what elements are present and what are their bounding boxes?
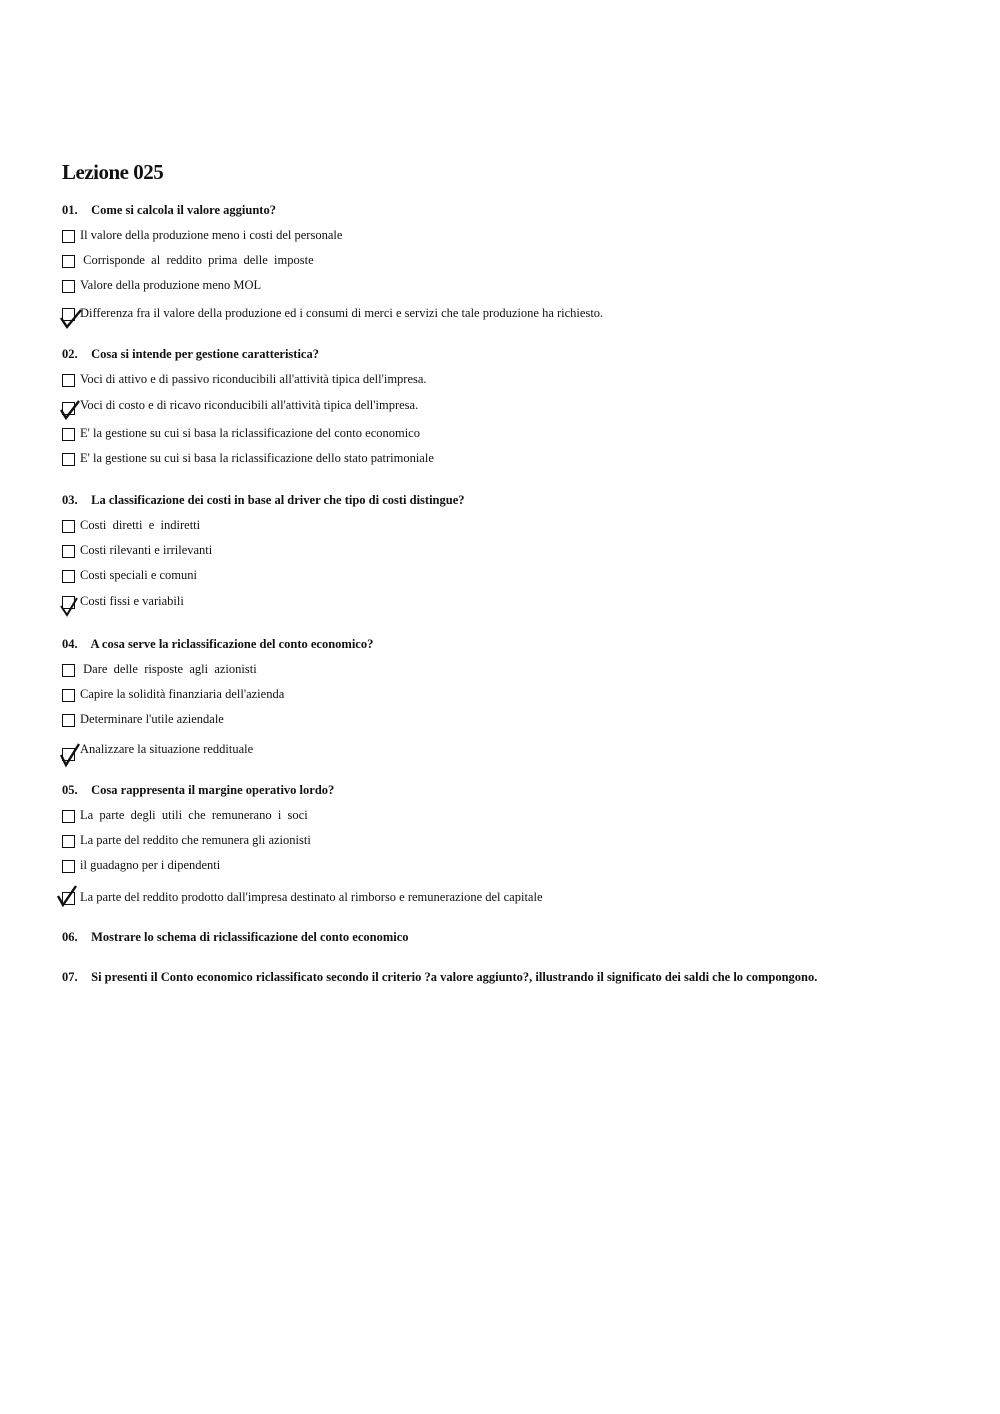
checkbox-checked[interactable]: [62, 308, 75, 321]
answer-text: Costi fissi e variabili: [80, 594, 184, 608]
answer-text: Corrisponde al reddito prima delle imposte: [80, 253, 314, 267]
answer-text: Costi diretti e indiretti: [80, 518, 201, 532]
answer-text: Costi speciali e comuni: [80, 568, 197, 582]
answer-text: Analizzare la situazione reddituale: [80, 742, 254, 756]
checkbox[interactable]: [62, 835, 75, 848]
answer-text: Voci di costo e di ricavo riconducibili all'attività tipica dell'impresa.: [80, 398, 419, 412]
checkbox-checked[interactable]: [62, 402, 75, 415]
answer-text: La parte degli utili che remunerano i soci: [80, 808, 308, 822]
question-number: 06.: [62, 930, 78, 944]
question-05: [62, 783, 334, 798]
question-text: Si presenti il Conto economico riclassificato secondo il criterio ?a valore aggiunto?, illustrando il significato dei saldi che lo compongono.: [91, 970, 818, 984]
answer-text: Valore della produzione meno MOL: [80, 278, 262, 292]
question-text: Come si calcola il valore aggiunto?: [91, 203, 276, 217]
checkbox[interactable]: [62, 714, 75, 727]
question-07: [62, 970, 817, 985]
checkbox-checked[interactable]: [62, 892, 75, 905]
checkbox[interactable]: [62, 374, 75, 387]
question-text: Cosa si intende per gestione caratteristica?: [91, 347, 319, 361]
answer-text: Costi rilevanti e irrilevanti: [80, 543, 213, 557]
checkbox[interactable]: [62, 860, 75, 873]
answer-text: Il valore della produzione meno i costi del personale: [80, 228, 343, 242]
question-text: Mostrare lo schema di riclassificazione del conto economico: [91, 930, 409, 944]
answer-text: La parte del reddito prodotto dall'impresa destinato al rimborso e remunerazione del capitale: [80, 890, 543, 904]
question-number: 07.: [62, 970, 78, 984]
checkbox[interactable]: [62, 520, 75, 533]
question-text: La classificazione dei costi in base al driver che tipo di costi distingue?: [91, 493, 465, 507]
checkbox[interactable]: [62, 545, 75, 558]
question-text: A cosa serve la riclassificazione del conto economico?: [90, 637, 374, 651]
question-number: 05.: [62, 783, 78, 797]
checkbox[interactable]: [62, 280, 75, 293]
answer-text: E' la gestione su cui si basa la riclassificazione dello stato patrimoniale: [80, 451, 434, 465]
checkbox[interactable]: [62, 689, 75, 702]
answer-text: Determinare l'utile aziendale: [80, 712, 224, 726]
checkbox-checked[interactable]: [62, 596, 75, 609]
question-06: [62, 930, 409, 945]
question-01: [62, 203, 276, 218]
checkbox[interactable]: [62, 810, 75, 823]
answer-text: La parte del reddito che remunera gli azionisti: [80, 833, 311, 847]
checkbox[interactable]: [62, 230, 75, 243]
page-title: Lezione 025: [62, 160, 164, 184]
question-number: 04.: [62, 637, 78, 651]
checkbox[interactable]: [62, 664, 75, 677]
answer-text: il guadagno per i dipendenti: [80, 858, 221, 872]
question-02: [62, 347, 319, 362]
question-number: 02.: [62, 347, 78, 361]
answer-text: Differenza fra il valore della produzione ed i consumi di merci e servizi che tale produzione ha richiesto.: [80, 306, 604, 320]
checkbox[interactable]: [62, 570, 75, 583]
question-text: Cosa rappresenta il margine operativo lordo?: [91, 783, 335, 797]
checkbox[interactable]: [62, 255, 75, 268]
question-04: [62, 637, 373, 652]
question-number: 03.: [62, 493, 78, 507]
answer-text: Voci di attivo e di passivo riconducibili all'attività tipica dell'impresa.: [80, 372, 427, 386]
question-number: 01.: [62, 203, 78, 217]
answer-text: Capire la solidità finanziaria dell'azienda: [80, 687, 285, 701]
answer-text: E' la gestione su cui si basa la riclassificazione del conto economico: [80, 426, 420, 440]
checkbox-checked[interactable]: [62, 748, 75, 761]
answer-text: Dare delle risposte agli azionisti: [80, 662, 257, 676]
checkbox[interactable]: [62, 428, 75, 441]
checkbox[interactable]: [62, 453, 75, 466]
question-03: [62, 493, 465, 508]
